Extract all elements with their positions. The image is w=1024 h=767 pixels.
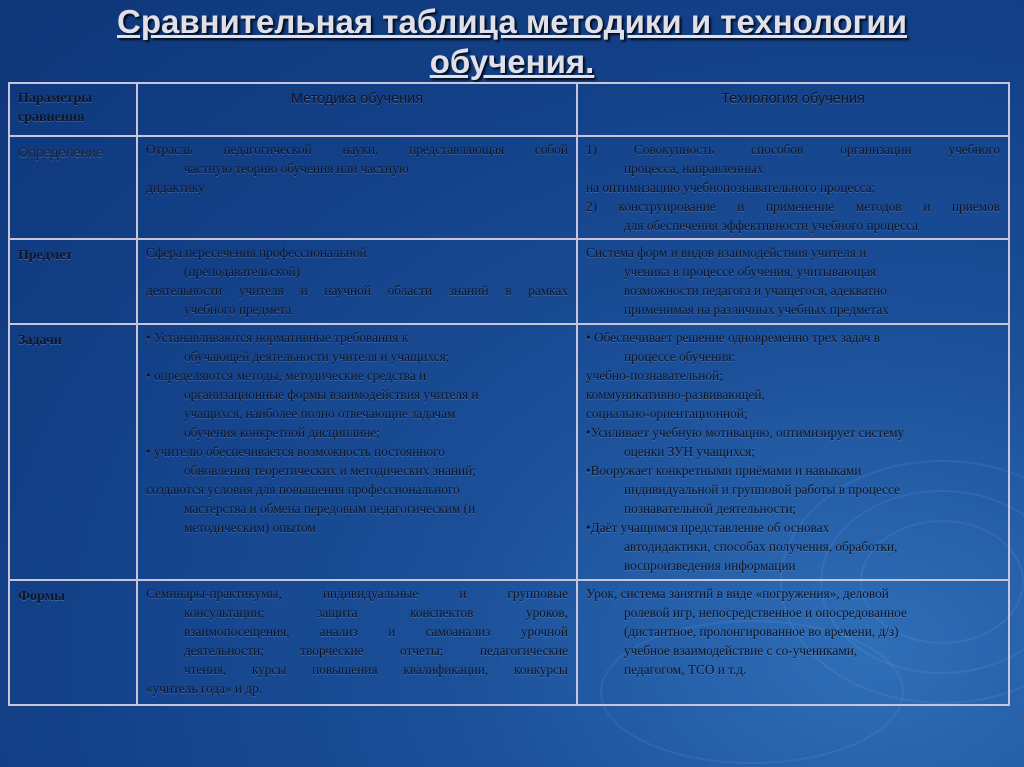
cell-tech-definition <box>576 135 1010 240</box>
text-line: чтения, курсы повышения квалификации, конкурсы <box>184 662 568 677</box>
text-line: •Даёт учащимся представление об основах <box>586 520 830 535</box>
text-line: деятельности учителя и научной области знаний в рамках <box>146 283 568 298</box>
text-line: учебное взаимодействие с со-учениками, <box>624 643 858 658</box>
text-line: автодидактики, способах получения, обработки, <box>624 539 898 554</box>
text-line: взаимопосещения, анализ и самоанализ урочной <box>184 624 568 639</box>
text-line: частную теорию обучения или частную <box>184 161 409 176</box>
header-param-line-2: сравнения <box>18 110 85 125</box>
text-line: (дистантное, пролонгированное во времени, д/з) <box>624 624 899 639</box>
text-line: Урок, система занятий в виде «погружения», деловой <box>586 586 889 601</box>
text-line: 2) конструирование и применение методов и приемов <box>586 199 1000 214</box>
row-param-forms: Формы <box>8 579 138 706</box>
comparison-table <box>8 82 1008 704</box>
page-title <box>0 2 1024 82</box>
cell-method-tasks <box>136 323 578 581</box>
text-line: на оптимизацию учебнопознавательного процесса; <box>586 180 876 195</box>
text-line: • учителю обеспечивается возможность постоянного <box>146 444 445 459</box>
header-method-label: Методика обучения <box>290 91 424 107</box>
text-line: •Вооружает конкретными приёмами и навыками <box>586 463 862 478</box>
text-line: консультации; защита конспектов уроков, <box>184 605 568 620</box>
text-line: • определяются методы, методические средства и <box>146 368 427 383</box>
text-line: оценки ЗУН учащихся; <box>624 444 755 459</box>
text-line: дидактику <box>146 180 205 195</box>
cell-method-definition <box>136 135 578 240</box>
text-line: учебного предмета <box>184 302 292 317</box>
row-param-tasks: Задачи <box>8 323 138 581</box>
row-param-subject: Предмет <box>8 238 138 325</box>
text-line: социально-ориентационной; <box>586 406 748 421</box>
text-line: воспроизведения информации <box>624 558 796 573</box>
text-line: «учитель года» и др. <box>146 681 263 696</box>
title-line-1: Сравнительная таблица методики и технологии <box>116 3 907 40</box>
cell-method-forms <box>136 579 578 706</box>
text-line: • Устанавливаются нормативные требования к <box>146 330 409 345</box>
text-line: познавательной деятельности; <box>624 501 797 516</box>
text-line: ролевой игр, непосредственное и опосредованное <box>624 605 907 620</box>
row-param-definition: Определение <box>8 135 138 240</box>
text-line: возможности педагога и учащегося, адекватно <box>624 283 887 298</box>
text-line: учащихся, наиболее полно отвечающие задачам <box>184 406 456 421</box>
header-param <box>8 82 138 137</box>
text-line: деятельности; творческие отчеты; педагогические <box>184 643 568 658</box>
title-line-2: обучения. <box>429 43 595 80</box>
header-tech <box>576 82 1010 137</box>
text-line: обучения конкретной дисциплине; <box>184 425 380 440</box>
text-line: Сфера пересечения профессиональной <box>146 245 367 260</box>
text-line: Отрасль педагогической науки, представляющая собой <box>146 142 568 157</box>
text-line: •Усиливает учебную мотивацию, оптимизирует систему <box>586 425 905 440</box>
text-line: 1) Совокупность способов организации учебного <box>586 142 1000 157</box>
text-line: применимая на различных учебных предметах <box>624 302 889 317</box>
text-line: ученика в процессе обучения, учитывающая <box>624 264 877 279</box>
cell-method-subject <box>136 238 578 325</box>
text-line: процессе обучения: <box>624 349 736 364</box>
cell-tech-subject <box>576 238 1010 325</box>
text-line: для обеспечения эффективности учебного процесса <box>624 218 919 233</box>
text-line: индивидуальной и групповой работы в процессе <box>624 482 900 497</box>
text-line: Система форм и видов взаимодействия учителя и <box>586 245 867 260</box>
text-line: • Обеспечивает решение одновременно трех задач в <box>586 330 881 345</box>
text-line: обучающей деятельности учителя и учащихся; <box>184 349 450 364</box>
cell-tech-tasks <box>576 323 1010 581</box>
header-tech-label: Технология обучения <box>721 91 865 107</box>
text-line: учебно-познавательной; <box>586 368 723 383</box>
text-line: мастерства и обмена передовым педагогическим (и <box>184 501 476 516</box>
text-line: процесса, направленных <box>624 161 764 176</box>
text-line: педагогом, ТСО и т.д. <box>624 662 747 677</box>
header-param-line-1: Параметры <box>18 91 93 106</box>
text-line: Семинары-практикумы, индивидуальные и групповые <box>146 586 568 601</box>
text-line: методическим) опытом <box>184 520 316 535</box>
cell-tech-forms <box>576 579 1010 706</box>
text-line: коммуникативно-развивающей, <box>586 387 765 402</box>
text-line: (преподавательской) <box>184 264 301 279</box>
text-line: создаются условия для повышения профессионального <box>146 482 460 497</box>
text-line: обновления теоретических и методических знаний; <box>184 463 476 478</box>
header-method <box>136 82 578 137</box>
text-line: организационные формы взаимодействия учителя и <box>184 387 479 402</box>
